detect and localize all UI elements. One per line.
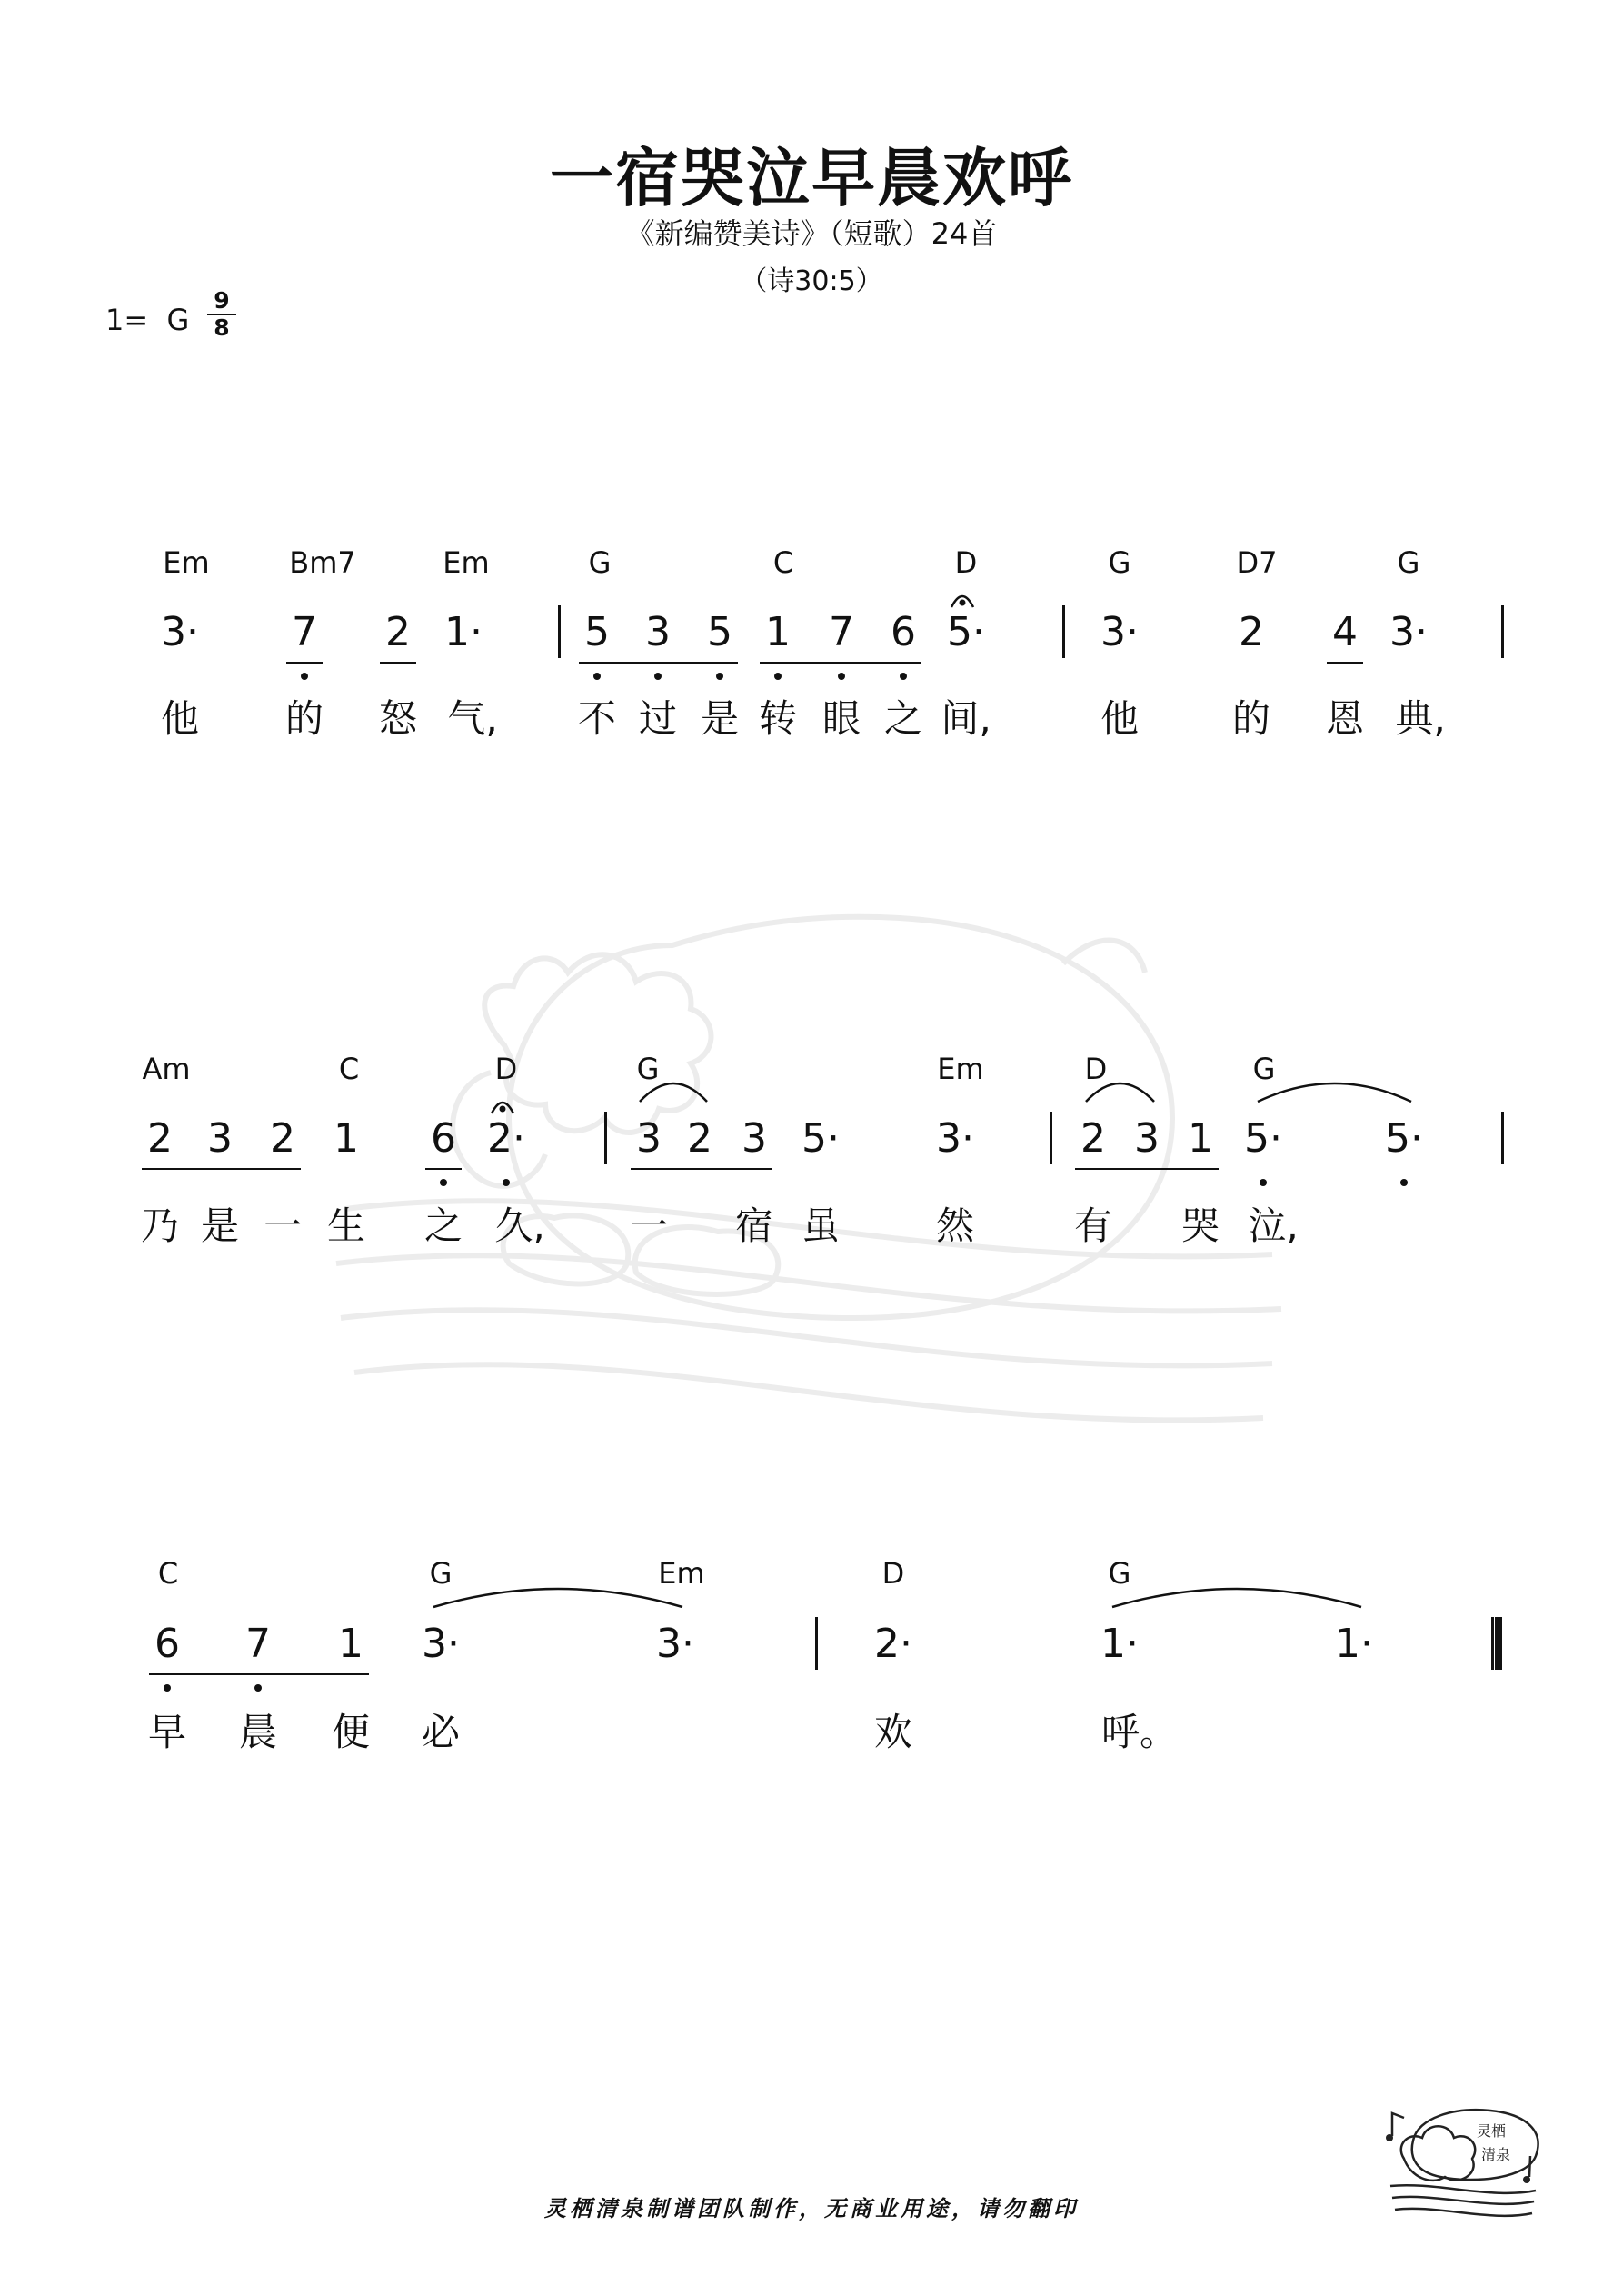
barline <box>604 1112 607 1164</box>
chord-symbol: G <box>636 1052 660 1086</box>
tie-slur <box>1086 1083 1154 1102</box>
low-octave-dot <box>440 1179 447 1186</box>
chord-symbol: D <box>1084 1052 1108 1086</box>
note: 2 <box>1239 609 1264 655</box>
eighth-note-underline <box>425 1168 462 1170</box>
barline <box>815 1617 818 1670</box>
note: 6 <box>431 1115 456 1162</box>
low-octave-dot <box>593 673 601 680</box>
note: 2· <box>487 1115 525 1162</box>
note: 5· <box>947 609 985 655</box>
eighth-note-underline <box>631 1168 772 1170</box>
eighth-note-underline <box>1075 1168 1219 1170</box>
note: 2 <box>147 1115 173 1162</box>
note: 5· <box>1385 1115 1423 1162</box>
note: 1 <box>338 1621 363 1667</box>
note: 5 <box>584 609 610 655</box>
note: 3 <box>742 1115 767 1162</box>
tie-slur <box>433 1589 682 1607</box>
lyric-syllable: 气, <box>447 696 498 741</box>
lyric-syllable: 乃 <box>140 1203 180 1248</box>
tie-slur <box>1258 1083 1411 1102</box>
lyric-syllable: 他 <box>1100 696 1140 741</box>
chord-symbol: D7 <box>1236 545 1278 580</box>
note: 2· <box>874 1621 912 1667</box>
lyric-syllable: 然 <box>935 1203 975 1248</box>
barline <box>558 605 561 658</box>
chord-symbol: G <box>1252 1052 1276 1086</box>
lyric-syllable: 间, <box>941 696 991 741</box>
logo-text: 灵栖 <box>1477 2122 1507 2140</box>
eighth-note-underline <box>286 662 323 664</box>
chord-symbol: D <box>494 1052 518 1086</box>
chord-symbol: G <box>588 545 612 580</box>
footer-credit: 灵栖清泉制谱团队制作，无商业用途，请勿翻印 <box>544 2196 1079 2221</box>
logo-text: 清泉 <box>1481 2146 1511 2163</box>
note: 3 <box>1134 1115 1160 1162</box>
note: 1· <box>1100 1621 1139 1667</box>
note: 3· <box>161 609 199 655</box>
fermata <box>951 596 973 607</box>
hymnal-source: 《新编赞美诗》（短歌）24首 <box>625 216 998 251</box>
lyric-syllable: 早 <box>147 1710 187 1754</box>
note: 1· <box>1335 1621 1373 1667</box>
lyric-syllable: 呼。 <box>1100 1710 1179 1754</box>
note: 1 <box>334 1115 359 1162</box>
note: 2 <box>270 1115 295 1162</box>
lyric-syllable: 是 <box>200 1203 240 1248</box>
time-signature-top: 9 <box>214 287 230 314</box>
key-label: 1= <box>105 303 149 337</box>
low-octave-dot <box>774 673 782 680</box>
lyric-syllable: 的 <box>284 696 324 741</box>
lyric-syllable: 哭 <box>1180 1203 1220 1248</box>
note: 7 <box>245 1621 271 1667</box>
lyric-syllable: 典, <box>1395 696 1446 741</box>
note: 1 <box>765 609 791 655</box>
lyric-syllable: 之 <box>423 1203 463 1248</box>
chord-symbol: Am <box>142 1052 191 1086</box>
note: 3 <box>645 609 671 655</box>
chord-symbol: C <box>157 1556 179 1591</box>
note: 3 <box>207 1115 233 1162</box>
lyric-syllable: 的 <box>1231 696 1271 741</box>
lyric-syllable: 一 <box>629 1203 669 1248</box>
eighth-note-underline <box>1327 662 1363 664</box>
time-signature-bottom: 8 <box>214 314 230 341</box>
lyric-syllable: 一 <box>263 1203 303 1248</box>
lyric-syllable: 眼 <box>821 696 861 741</box>
tie-slur <box>1112 1589 1361 1607</box>
lyric-syllable: 恩 <box>1325 696 1365 741</box>
lyric-syllable: 有 <box>1073 1203 1113 1248</box>
barline <box>1062 605 1065 658</box>
eighth-note-underline <box>149 1673 369 1675</box>
low-octave-dot <box>900 673 907 680</box>
chord-symbol: D <box>954 545 978 580</box>
lyric-syllable: 他 <box>160 696 200 741</box>
note: 3 <box>636 1115 662 1162</box>
lyric-syllable: 虽 <box>801 1203 841 1248</box>
note: 7 <box>292 609 317 655</box>
note: 7 <box>829 609 854 655</box>
chord-symbol: G <box>1397 545 1420 580</box>
low-octave-dot <box>301 673 308 680</box>
note: 2 <box>687 1115 712 1162</box>
note: 4 <box>1332 609 1358 655</box>
chord-symbol: Em <box>658 1556 705 1591</box>
chord-symbol: Em <box>163 545 210 580</box>
eighth-note-underline <box>579 662 738 664</box>
eighth-note-underline <box>760 662 921 664</box>
music-note-icon <box>1523 2176 1530 2183</box>
lyric-syllable: 泣, <box>1248 1203 1299 1248</box>
key-signature <box>105 303 189 337</box>
scripture-reference: （诗30:5） <box>740 265 883 297</box>
lyric-syllable: 宿 <box>734 1203 774 1248</box>
lyric-syllable: 便 <box>331 1710 371 1754</box>
note: 5· <box>802 1115 840 1162</box>
note: 6 <box>154 1621 180 1667</box>
note: 3· <box>1389 609 1428 655</box>
low-octave-dot <box>1400 1179 1408 1186</box>
note: 1 <box>1188 1115 1213 1162</box>
lyric-syllable: 是 <box>700 696 740 741</box>
chord-symbol: G <box>429 1556 453 1591</box>
barline <box>1501 605 1504 658</box>
music-note-icon <box>1386 2134 1393 2141</box>
note: 3· <box>1100 609 1139 655</box>
fermata <box>492 1103 513 1113</box>
lyric-syllable: 生 <box>326 1203 366 1248</box>
chord-symbol: Em <box>937 1052 984 1086</box>
song-title: 一宿哭泣早晨欢呼 <box>550 141 1073 215</box>
note: 3· <box>936 1115 974 1162</box>
fermata-dot <box>500 1106 506 1113</box>
key-value: G <box>166 303 190 337</box>
note: 6 <box>891 609 916 655</box>
note: 3· <box>422 1621 460 1667</box>
lyric-syllable: 怒 <box>378 696 418 741</box>
fermata-dot <box>960 600 966 606</box>
final-barline <box>1491 1617 1502 1670</box>
chord-symbol: C <box>338 1052 360 1086</box>
lyric-syllable: 之 <box>883 696 923 741</box>
chord-symbol: D <box>881 1556 905 1591</box>
barline <box>1501 1112 1504 1164</box>
low-octave-dot <box>654 673 662 680</box>
low-octave-dot <box>164 1684 171 1692</box>
note: 2 <box>1080 1115 1106 1162</box>
lyric-syllable: 晨 <box>238 1710 278 1754</box>
lyric-syllable: 欢 <box>873 1710 913 1754</box>
eighth-note-underline <box>380 662 416 664</box>
lyric-syllable: 过 <box>638 696 678 741</box>
eighth-note-underline <box>142 1168 301 1170</box>
note: 1· <box>444 609 483 655</box>
note: 5 <box>707 609 732 655</box>
lyric-syllable: 必 <box>421 1710 461 1754</box>
tie-slur <box>640 1083 707 1102</box>
note: 2 <box>385 609 411 655</box>
low-octave-dot <box>503 1179 510 1186</box>
time-signature <box>207 289 236 340</box>
low-octave-dot <box>838 673 845 680</box>
low-octave-dot <box>254 1684 262 1692</box>
lyric-syllable: 转 <box>758 696 798 741</box>
lyric-syllable: 不 <box>577 696 617 741</box>
chord-symbol: C <box>772 545 794 580</box>
chord-symbol: G <box>1108 1556 1131 1591</box>
chord-symbol: Em <box>443 545 490 580</box>
note: 3· <box>656 1621 694 1667</box>
low-octave-dot <box>716 673 723 680</box>
low-octave-dot <box>1260 1179 1267 1186</box>
chord-symbol: Bm7 <box>289 545 356 580</box>
lyric-syllable: 久, <box>494 1203 545 1248</box>
note: 5· <box>1244 1115 1282 1162</box>
chord-symbol: G <box>1108 545 1131 580</box>
barline <box>1050 1112 1052 1164</box>
